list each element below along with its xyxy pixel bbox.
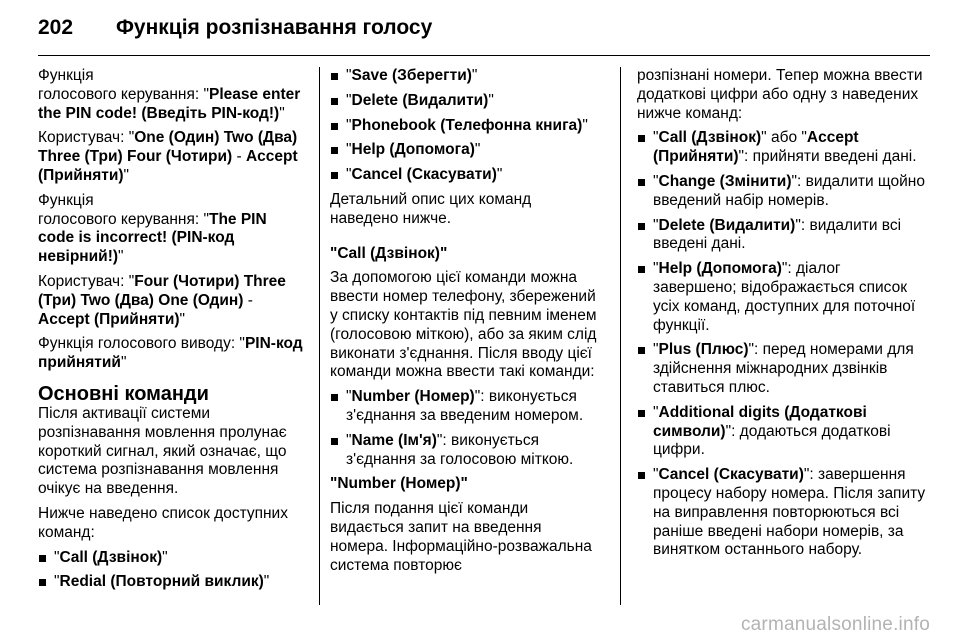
- text: ": завершення процесу набору номера. Після запиту на виправлення повторюються всі раніше введені набори номерів, за винятком останнього набору.: [653, 466, 926, 559]
- subsection-title: "Number (Номер)": [330, 475, 468, 493]
- column-3: [637, 67, 927, 566]
- list-item: [330, 432, 602, 470]
- bold-text: Please enter the PIN code! (Введіть PIN-код!): [38, 85, 301, 122]
- text: ": [118, 248, 124, 266]
- list-item: [330, 67, 602, 86]
- list-item: [330, 166, 602, 185]
- paragraph: Після подання цієї команди видається запит на введення номера. Інформаційно-розважальна система повторює: [330, 500, 592, 574]
- spacer: [330, 235, 602, 245]
- bold-text: Save (Зберегти): [351, 67, 472, 84]
- list-item: [330, 92, 602, 111]
- text: ": [653, 341, 659, 359]
- paragraph: Нижче наведено список доступних команд:: [38, 504, 288, 541]
- text: ": [346, 141, 352, 159]
- command-list: [637, 129, 927, 560]
- list-item: [637, 260, 927, 335]
- text: -: [232, 148, 246, 166]
- text: Функція голосового керування: ": [38, 67, 209, 103]
- column-divider: [620, 67, 621, 605]
- paragraph: [38, 129, 306, 185]
- watermark: carmanualsonline.info: [740, 614, 930, 635]
- text: ": [653, 216, 659, 234]
- bold-text: Change (Змінити): [658, 172, 792, 190]
- paragraph: [38, 67, 306, 123]
- bold-text: One (Один) Two (Два) Three (Три) Four (Чотири): [38, 129, 298, 166]
- text: ": [346, 116, 352, 134]
- list-item: [637, 341, 927, 397]
- paragraph: Детальний опис цих команд наведено нижче.: [330, 190, 532, 227]
- text: ": [162, 548, 168, 566]
- paragraph: [38, 273, 306, 329]
- list-item: [38, 549, 306, 568]
- list-item: [330, 141, 602, 160]
- bold-text: Name (Ім'я): [351, 431, 437, 449]
- list-item: [637, 173, 927, 211]
- paragraph: За допомогою цієї команди можна ввести номер телефону, збережений у списку контактів під певним іменем (голосовою міткою), або за яким слід виконати з'єднання. Після вводу цієї команди можна ввести такі команди:: [330, 269, 597, 381]
- text: -: [243, 291, 253, 309]
- text: ": [488, 91, 494, 109]
- text: ": [346, 431, 352, 449]
- list-item: [637, 404, 927, 460]
- bold-text: Help (Допомога): [351, 141, 475, 159]
- bold-text: Help (Допомога): [658, 260, 782, 278]
- bold-text: Cancel (Скасувати): [658, 466, 804, 484]
- section-title: Основні команди: [38, 382, 209, 405]
- list-item: [38, 573, 306, 592]
- text: ": [653, 260, 659, 278]
- text: ": [653, 403, 659, 421]
- bold-text: Accept (Прийняти): [38, 310, 180, 328]
- list-item: [637, 217, 927, 255]
- column-1: [38, 67, 306, 598]
- text: Функція голосового керування: ": [38, 191, 209, 228]
- text: ": [474, 141, 481, 159]
- text: ": видалити всі введені дані.: [653, 216, 902, 253]
- bold-text: Call (Дзвінок): [59, 548, 163, 566]
- text: ": прийняти введені дані.: [738, 148, 917, 166]
- paragraph: розпізнані номери. Тепер можна ввести додаткові цифри або одну з наведених нижче команд:: [637, 67, 923, 122]
- page-number: 202: [38, 16, 74, 39]
- command-list: [330, 67, 602, 185]
- list-item: [637, 129, 927, 167]
- bold-text: Plus (Плюс): [658, 341, 749, 359]
- command-list: [330, 388, 602, 469]
- bold-text: Delete (Видалити): [658, 216, 796, 234]
- text: ": виконується з'єднання за голосовою міткою.: [346, 431, 574, 468]
- bold-text: Number (Номер): [351, 388, 475, 406]
- text: ": [123, 166, 130, 184]
- text: ": діалог завершено; відображається список усіх команд, доступних для поточної функції.: [653, 260, 916, 334]
- text: ": [346, 91, 352, 109]
- header-divider: [38, 55, 930, 56]
- page-title: Функція розпізнавання голосу: [116, 16, 433, 39]
- text: ": [120, 354, 127, 372]
- list-item: [330, 388, 602, 426]
- bold-text: Four (Чотири) Three (Три) Two (Два) One (Один): [38, 272, 286, 309]
- text: ": [279, 104, 285, 122]
- text: ": [346, 166, 352, 184]
- text: ": [653, 172, 659, 190]
- text: ": [346, 67, 352, 84]
- text: ": [263, 573, 270, 591]
- text: ": [496, 166, 503, 184]
- page-header: [38, 16, 930, 50]
- column-divider: [319, 67, 320, 605]
- text: ": перед номерами для здійснення міжнародних дзвінків ставиться плюс.: [653, 341, 914, 396]
- text: Користувач: ": [38, 272, 135, 290]
- bold-text: Call (Дзвінок): [658, 129, 762, 147]
- text: ": [179, 310, 186, 328]
- text: Користувач: ": [38, 129, 135, 147]
- list-item: [330, 117, 602, 136]
- bold-text: Redial (Повторний виклик): [59, 573, 264, 591]
- text: Функція голосового виводу: ": [38, 335, 245, 353]
- text: ": виконується з'єднання за введеним номером.: [346, 388, 584, 424]
- text: ": додаються додаткові цифри.: [653, 422, 891, 459]
- text: ": [346, 388, 352, 406]
- text: ": видалити щойно введений набір номерів.: [653, 172, 925, 209]
- subsection-title: "Call (Дзвінок)": [330, 244, 448, 262]
- bold-text: Phonebook (Телефонна книга): [351, 116, 583, 134]
- text: ": [54, 548, 60, 566]
- paragraph: [38, 192, 306, 267]
- bold-text: Delete (Видалити): [351, 91, 489, 109]
- bold-text: Accept (Прийняти): [653, 129, 859, 166]
- text: ": [653, 466, 659, 484]
- column-2: [330, 67, 602, 581]
- paragraph: Після активації системи розпізнавання мовлення пролунає короткий сигнал, який означає, що система розпізнавання мовлення очікує на введення.: [38, 404, 287, 498]
- text: ": [54, 573, 60, 591]
- text: ": [471, 67, 478, 84]
- text: ": [582, 116, 588, 134]
- bold-text: PIN-код прийнятий: [38, 335, 303, 372]
- text: ": [653, 129, 659, 147]
- bold-text: The PIN code is incorrect! (PIN-код невірний!): [38, 210, 267, 266]
- command-list: [38, 549, 306, 593]
- bold-text: Additional digits (Додаткові символи): [653, 403, 867, 440]
- paragraph: [38, 335, 306, 373]
- list-item: [637, 466, 927, 560]
- text: " або ": [761, 129, 807, 147]
- bold-text: Cancel (Скасувати): [351, 166, 497, 184]
- bold-text: Accept (Прийняти): [38, 148, 298, 184]
